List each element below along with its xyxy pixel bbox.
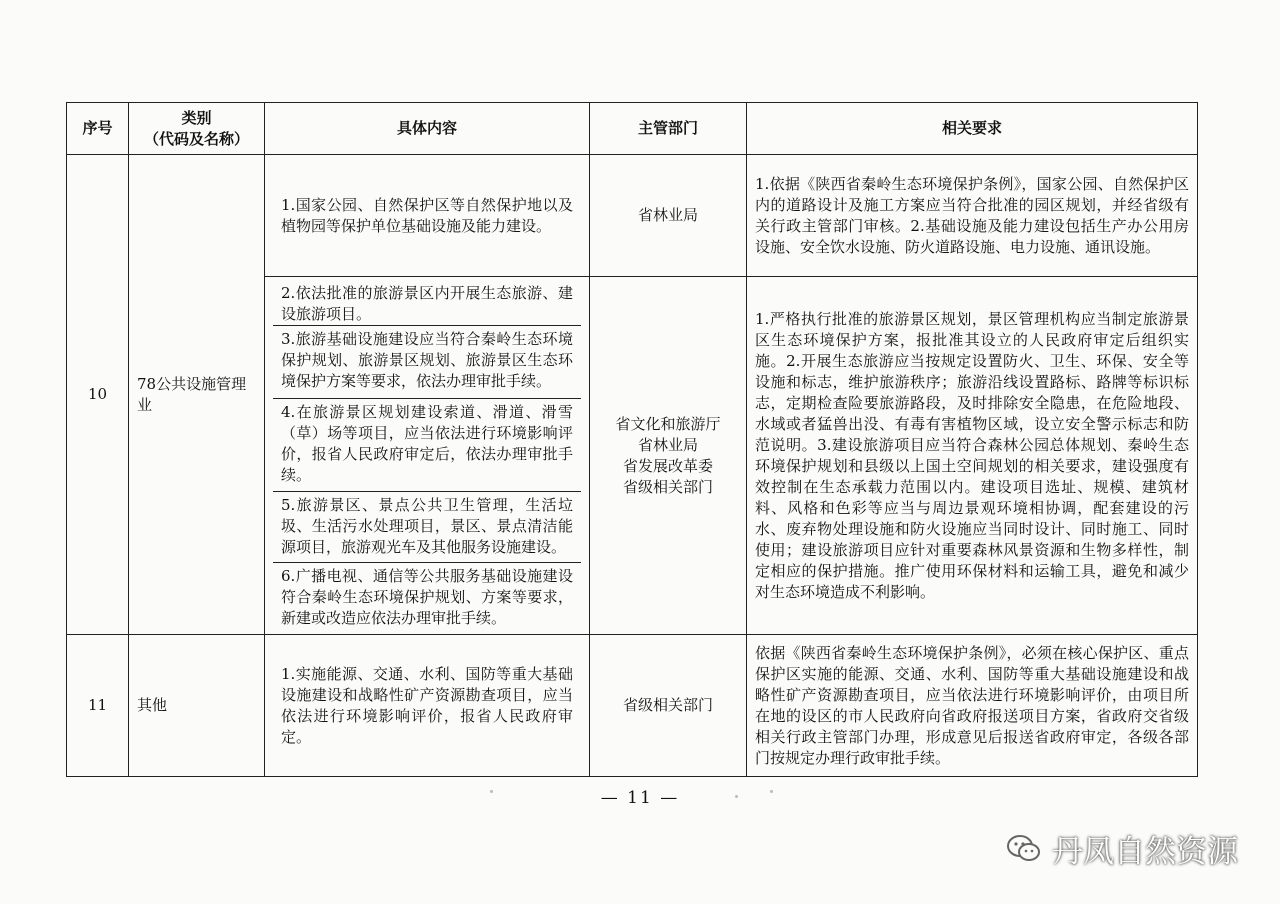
watermark	[1006, 826, 1238, 871]
content-item: 3.旅游基础设施建设应当符合秦岭生态环境保护规划、旅游景区规划、旅游景区生态环境保护方案等要求，依法办理审批手续。	[273, 326, 581, 399]
header-category-line2: （代码及名称）	[143, 129, 249, 148]
row-category: 其他	[129, 635, 265, 777]
header-department: 主管部门	[590, 103, 747, 155]
header-index: 序号	[67, 103, 129, 155]
department-cell	[590, 277, 747, 635]
row-category: 78公共设施管理业	[129, 155, 265, 635]
department-name: 省发展改革委	[622, 456, 713, 475]
content-item: 1.实施能源、交通、水利、国防等重大基础设施建设和战略性矿产资源勘查项目，应当依法进行环境影响评价，报省人民政府审定。	[281, 664, 573, 746]
table-header-row	[67, 103, 1198, 155]
content-item: 5.旅游景区、景点公共卫生管理，生活垃圾、生活污水处理项目，景区、景点清洁能源项目，旅游观光车及其他服务设施建设。	[273, 492, 581, 563]
content-item: 4.在旅游景区规划建设索道、滑道、滑雪（草）场等项目，应当依法进行环境影响评价，报省人民政府审定后，依法办理审批手续。	[273, 399, 581, 492]
table-row	[67, 155, 1198, 277]
header-category	[129, 103, 265, 155]
department-name: 省文化和旅游厅	[615, 414, 721, 433]
content-cell	[265, 635, 590, 777]
table-row	[67, 635, 1198, 777]
requirement-cell: 1.依据《陕西省秦岭生态环境保护条例》，国家公园、自然保护区内的道路设计及施工方案应当符合批准的园区规划，并经省级有关行政主管部门审核。2.基础设施及能力建设包括生产办公用房设施、安全饮水设施、防火道路设施、电力设施、通讯设施。	[747, 155, 1198, 277]
header-requirements: 相关要求	[747, 103, 1198, 155]
row-index: 11	[67, 635, 129, 777]
watermark-text: 丹凤自然资源	[1052, 834, 1238, 870]
department-cell	[590, 155, 747, 277]
content-item: 2.依法批准的旅游景区内开展生态旅游、建设旅游项目。	[273, 280, 581, 326]
department-name: 省林业局	[637, 206, 698, 224]
department-name: 省级相关部门	[622, 477, 713, 496]
department-name: 省级相关部门	[622, 696, 713, 714]
department-name: 省林业局	[637, 435, 698, 454]
scan-speck	[735, 795, 738, 798]
page-number: — 11 —	[600, 788, 680, 808]
row-index: 10	[67, 155, 129, 635]
requirement-cell: 依据《陕西省秦岭生态环境保护条例》，必须在核心保护区、重点保护区实施的能源、交通、水利、国防等重大基础设施建设和战略性矿产资源勘查项目，应当依法进行环境影响评价，由项目所在地的设区的市人民政府向省政府报送项目方案，省政府交省级相关行政主管部门办理，形成意见后报送省政府审定，各级各部门按规定办理行政审批手续。	[747, 635, 1198, 777]
content-item: 6.广播电视、通信等公共服务基础设施建设符合秦岭生态环境保护规划、方案等要求，新建或改造应依法办理审批手续。	[281, 566, 573, 627]
wechat-icon	[1006, 834, 1042, 864]
content-item: 1.国家公园、自然保护区等自然保护地以及植物园等保护单位基础设施及能力建设。	[281, 195, 573, 235]
policy-table	[66, 102, 1198, 777]
scan-speck	[490, 790, 493, 793]
content-cell	[265, 277, 590, 635]
content-cell	[265, 155, 590, 277]
requirement-cell: 1.严格执行批准的旅游景区规划，景区管理机构应当制定旅游景区生态环境保护方案，报批准其设立的人民政府审定后组织实施。2.开展生态旅游应当按规定设置防火、卫生、环保、安全等设施和标志，维护旅游秩序；旅游沿线设置路标、路牌等标识标志，定期检查险要旅游路段，及时排除安全隐患，在危险地段、水域或者猛兽出没、有毒有害植物区域，设立安全警示标志和防范说明。3.建设旅游项目应当符合森林公园总体规划、秦岭生态环境保护规划和县级以上国土空间规划的相关要求，建设强度有效控制在生态承载力范围以内。建设项目选址、规模、建筑材料、风格和色彩等应当与周边景观环境相协调，配套建设的污水、废弃物处理设施和防火设施应当同时设计、同时施工、同时使用；建设旅游项目应针对重要森林风景资源和生物多样性，制定相应的保护措施。推广使用环保材料和运输工具，避免和减少对生态环境造成不利影响。	[747, 277, 1198, 635]
department-cell	[590, 635, 747, 777]
header-content: 具体内容	[265, 103, 590, 155]
scan-speck	[770, 790, 773, 793]
header-category-line1: 类别	[181, 108, 212, 127]
